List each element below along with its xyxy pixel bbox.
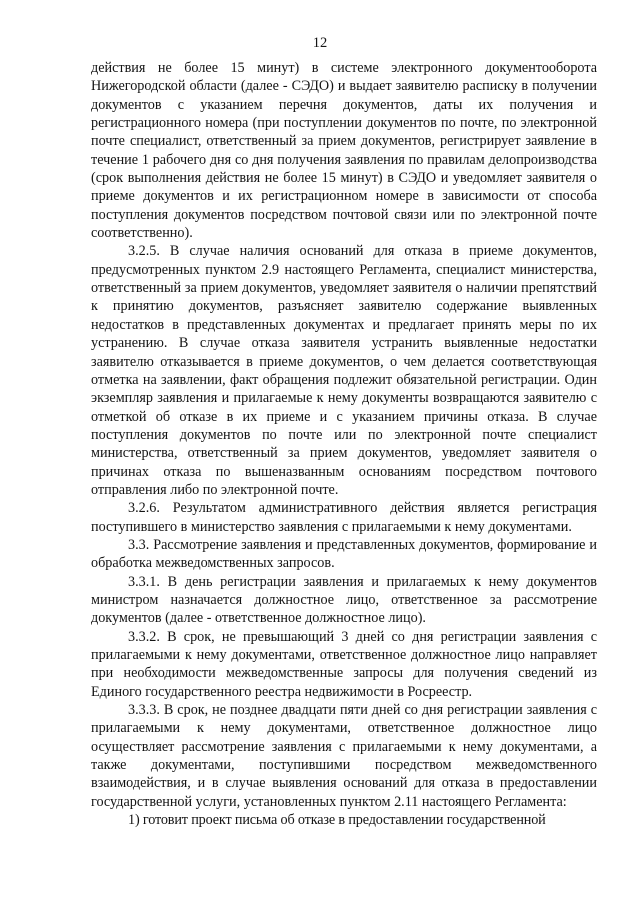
paragraph-list-item-1: 1) готовит проект письма об отказе в предоставлении государственной: [128, 812, 546, 829]
page-number: 12: [312, 35, 328, 51]
paragraph-3-2-6: 3.2.6. Результатом административного действия является регистрация поступившего в министерство заявления с прилагаемыми к нему документами.: [91, 500, 597, 535]
paragraph-3-3-2: 3.3.2. В срок, не превышающий 3 дней со дня регистрации заявления с прилагаемыми к нему документами, ответственное должностное лицо направляет при необходимости межведомственные запросы для получения сведений из Единого государственного реестра недвижимости в Росреестр.: [91, 628, 597, 700]
paragraph-continuation: действия не более 15 минут) в системе электронного документооборота Нижегородской области (далее - СЭДО) и выдает заявителю расписку в получении документов с указанием перечня документов, даты их получения и регистрационного номера (при поступлении документов по почте, по электронной почте специалист, ответственный за прием документов, регистрирует заявление в течение 1 рабочего дня со дня получения заявления по правилам делопроизводства (срок выполнения действия не более 15 минут) в СЭДО и уведомляет заявителя о приеме документов и их регистрационном номере в зависимости от способа поступления документов посредством почтовой связи или по электронной почте соответственно).: [91, 60, 597, 242]
paragraph-3-3-1: 3.3.1. В день регистрации заявления и прилагаемых к нему документов министром назначается должностное лицо, ответственное за рассмотрение документов (далее - ответственное должностное лицо).: [91, 573, 597, 627]
paragraph-3-3: 3.3. Рассмотрение заявления и представленных документов, формирование и обработка межведомственных запросов.: [91, 536, 597, 572]
document-body: [91, 59, 597, 829]
paragraph-3-2-5: 3.2.5. В случае наличия оснований для отказа в приеме документов, предусмотренных пунктом 2.9 настоящего Регламента, специалист министерства, ответственный за прием документов, уведомляет заявителя о наличии препятствий к принятию документов, разъясняет заявителю содержание выявленных недостатков в представленных документах и предлагает принять меры по их устранению. В случае отказа заявителя устранить выявленные недостатки заявителю отказывается в приеме документов, о чем делается соответствующая отметка на заявлении, факт обращения подлежит обязательной регистрации. Один экземпляр заявления и прилагаемые к нему документы возвращаются заявителю с отметкой об отказе в их приеме и с указанием причины отказа. В случае поступления документов по почте или по электронной почте специалист министерства, ответственный за прием документов, уведомляет заявителя о причинах отказа по вышеназванным основаниям посредством почтового отправления либо по электронной почте.: [91, 243, 597, 498]
paragraph-3-3-3: 3.3.3. В срок, не позднее двадцати пяти дней со дня регистрации заявления с прилагаемыми к нему документами, ответственное должностное лицо осуществляет рассмотрение заявления с прилагаемыми к нему документами, а также документами, поступившими посредством межведомственного взаимодействия, и в случае выявления оснований для отказа в предоставлении государственной услуги, установленных пунктом 2.11 настоящего Регламента:: [91, 702, 597, 810]
